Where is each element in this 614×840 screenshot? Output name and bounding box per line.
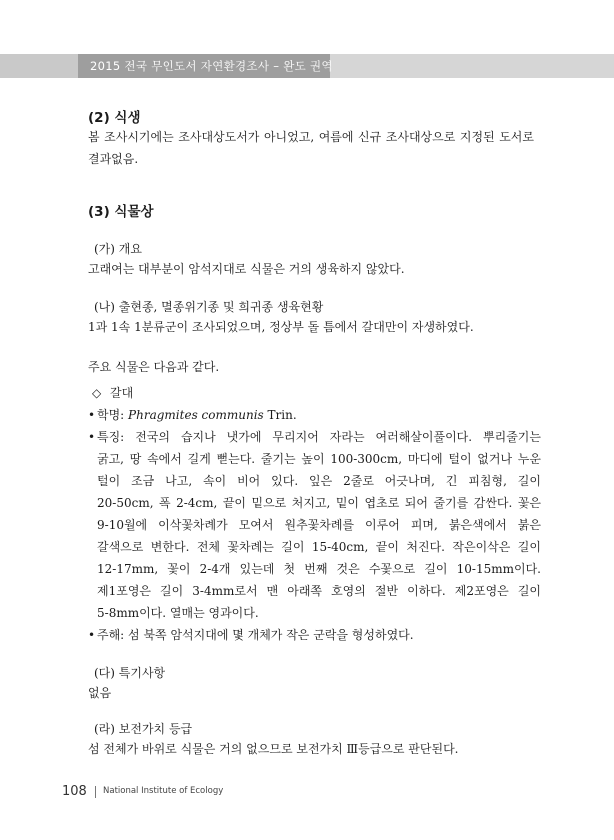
subheading-overview: (가) 개요 [94, 242, 142, 256]
bullet-icon: • [88, 628, 96, 642]
diamond-icon: ◇ [92, 386, 102, 400]
subheading-special-notes: (다) 특기사항 [94, 666, 166, 680]
features-line: 털이 조금 나고, 속이 비어 있다. 잎은 2줄로 어긋나며, 긴 피침형, 길이 [97, 474, 541, 488]
features-line: 5-8mm이다. 열매는 영과이다. [97, 606, 259, 620]
page-number: 108 [62, 784, 87, 799]
main-plants-intro: 주요 식물은 다음과 같다. [88, 360, 220, 374]
features-line: 12-17mm, 꽃이 2-4개 있는데 첫 번째 것은 수꽃으로 길이 10-15mm이다. [97, 562, 541, 576]
vegetation-body: 봄 조사시기에는 조사대상도서가 아니었고, 여름에 신규 조사대상으로 지정된 도서로 결과없음. [88, 130, 534, 166]
section-heading-flora: (3) 식물상 [88, 204, 154, 220]
features-line: 9-10월에 이삭꽃차례가 모여서 원추꽃차례를 이루어 피며, 붉은색에서 붉은 [97, 518, 541, 532]
species-name: 갈대 [110, 386, 134, 400]
features-text [97, 426, 541, 624]
features-line: 갈색으로 변한다. 전체 꽃차례는 길이 15-40cm, 끝이 처진다. 작은이삭은 길이 [97, 540, 541, 554]
bullet-icon: • [88, 408, 96, 422]
species-status-body: 1과 1속 1분류군이 조사되었으며, 정상부 돌 틈에서 갈대만이 자생하였다. [88, 320, 474, 334]
running-header-title: 2015 전국 무인도서 자연환경조사 – 완도 권역 [90, 59, 333, 73]
section-heading-vegetation: (2) 식생 [88, 110, 141, 126]
footer-divider [95, 786, 96, 798]
subheading-species-status: (나) 출현종, 멸종위기종 및 희귀종 생육현황 [94, 300, 324, 314]
footer-organization: National Institute of Ecology [103, 786, 224, 796]
features-line: 20-50cm, 폭 2-4cm, 끝이 밑으로 처지고, 밑이 엽초로 되어 줄기를 감싼다. 꽃은 [97, 496, 541, 510]
subheading-conservation-grade: (라) 보전가치 등급 [94, 722, 193, 736]
note-text: 주해: 섬 북쪽 암석지대에 몇 개체가 작은 군락을 형성하였다. [97, 628, 414, 642]
scientific-author: Trin. [263, 408, 297, 422]
bullet-icon: • [88, 430, 96, 444]
scientific-name: Phragmites communis [128, 408, 264, 422]
scientific-name-label: 학명: [97, 408, 129, 422]
special-notes-body: 없음 [88, 686, 112, 700]
features-line: 특징: 전국의 습지나 냇가에 무리지어 자라는 여러해살이풀이다. 뿌리줄기는 [97, 430, 541, 444]
scientific-name-text [97, 404, 541, 426]
conservation-grade-body: 섬 전체가 바위로 식물은 거의 없으므로 보전가치 Ⅲ등급으로 판단된다. [88, 742, 459, 756]
features-line: 굵고, 땅 속에서 길게 뻗는다. 줄기는 높이 100-300cm, 마디에 털이 없거나 누운 [97, 452, 541, 466]
overview-body: 고래여는 대부분이 암석지대로 식물은 거의 생육하지 않았다. [88, 262, 405, 276]
features-line: 제1포영은 길이 3-4mm로서 맨 아래쪽 호영의 절반 이하다. 제2포영은 길이 [97, 584, 541, 598]
